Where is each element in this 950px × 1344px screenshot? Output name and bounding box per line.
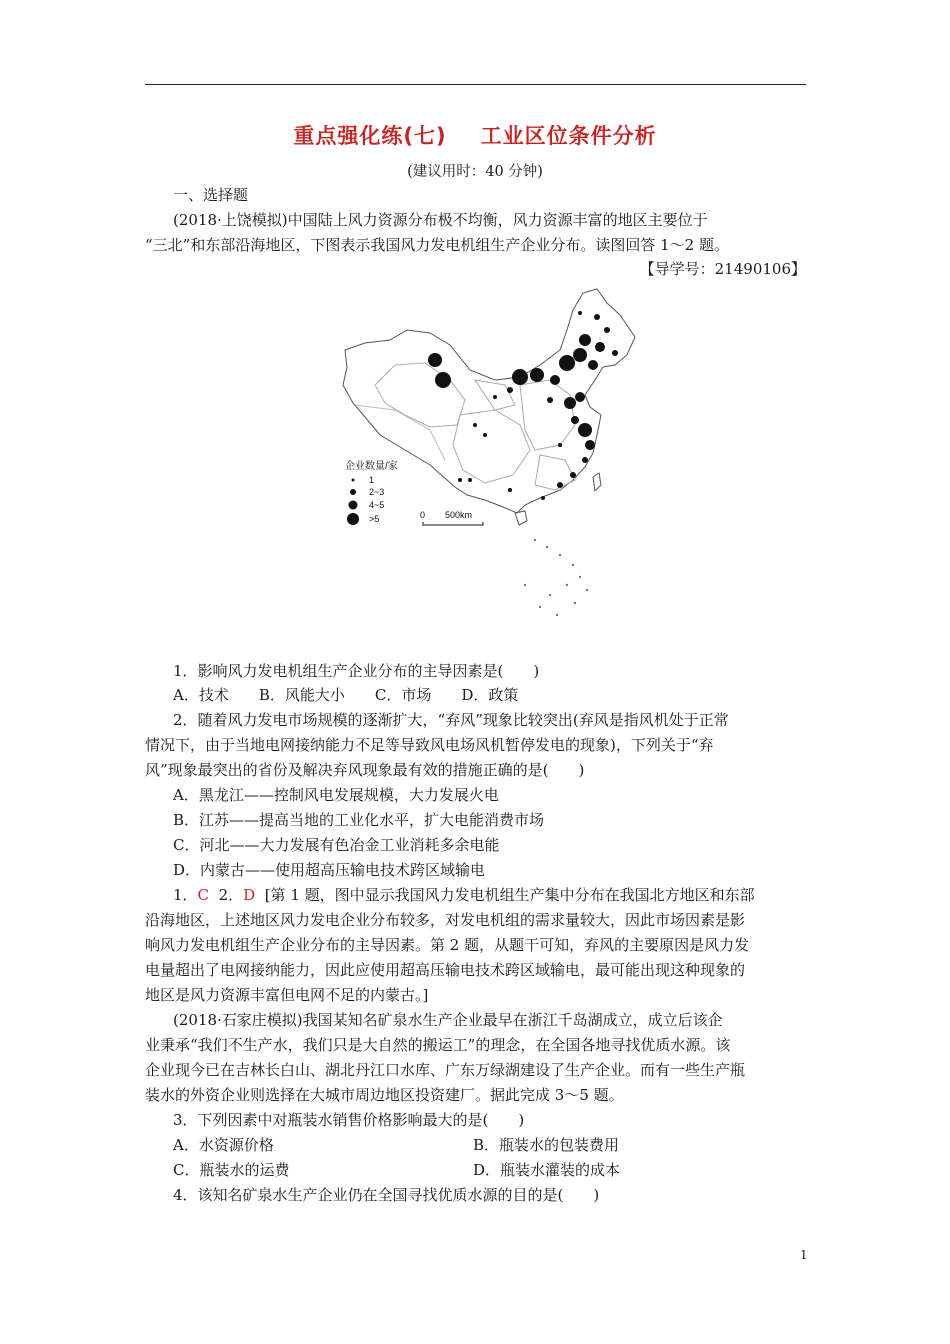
q1-options: A．技术 B．风能大小 C．市场 D．政策 <box>173 686 519 704</box>
scale-label: 500km <box>445 510 473 520</box>
legend-label-3: 4~5 <box>369 500 385 510</box>
header-rule <box>145 84 806 85</box>
map-dot <box>557 482 563 488</box>
legend-label-1: 1 <box>369 475 375 485</box>
q3-option-b: B．瓶装水的包装费用 <box>473 1136 620 1154</box>
legend-dot-1 <box>352 479 355 482</box>
map-dot <box>512 369 528 385</box>
map-dot <box>473 423 477 427</box>
q2-option-d: D．内蒙古——使用超高压输电技术跨区域输电 <box>173 861 486 879</box>
map-dot <box>530 368 544 382</box>
map-dot <box>458 478 462 482</box>
map-dot <box>579 334 591 346</box>
page-number: 1 <box>800 1248 808 1262</box>
map-dot <box>570 472 576 478</box>
passage2-line4: 装水的外资企业则选择在大城市周边地区投资建厂。据此完成 3～5 题。 <box>145 1086 624 1104</box>
q2-option-a: A．黑龙江——控制风电发展规模，大力发展火电 <box>173 786 499 804</box>
map-dot <box>575 392 585 402</box>
section-title: 一、选择题 <box>173 186 249 204</box>
map-dot <box>508 488 512 492</box>
map-dot <box>507 387 513 393</box>
title-part2: 工业区位条件分析 <box>480 124 657 148</box>
q4-stem: 4．该知名矿泉水生产企业仍在全国寻找优质水源的目的是( ) <box>173 1186 600 1204</box>
map-dot <box>547 397 553 403</box>
q3-option-a: A．水资源价格 <box>173 1136 274 1154</box>
map-dot <box>588 360 598 370</box>
map-dot <box>428 353 442 367</box>
map-dot <box>468 478 472 482</box>
map-dot <box>604 327 610 333</box>
answer1-line4: 电量超出了电网接纳能力，因此应使用超高压输电技术跨区域输电，最可能出现这种现象的 <box>145 961 746 979</box>
passage2-line2: 业秉承“我们不生产水，我们只是大自然的搬运工”的理念，在全国各地寻找优质水源。该 <box>145 1036 731 1054</box>
map-dot <box>594 314 600 320</box>
legend-dot-2 <box>350 489 356 495</box>
map-dot <box>435 372 451 388</box>
legend-label-4: >5 <box>369 514 380 524</box>
map-dot <box>585 440 595 450</box>
passage1-line1: (2018·上饶模拟)中国陆上风力资源分布极不均衡，风力资源丰富的地区主要位于 <box>173 211 708 229</box>
q1-stem: 1．影响风力发电机组生产企业分布的主导因素是( ) <box>173 662 540 680</box>
q2-line3: 风”现象最突出的省份及解决弃风现象最有效的措施正确的是( ) <box>145 761 585 779</box>
guide-number: 【导学号：21490106】 <box>639 260 806 278</box>
map-dot <box>493 395 497 399</box>
title-part1: 重点强化练(七) <box>293 124 447 148</box>
map-dot <box>578 423 592 437</box>
q3-option-c: C．瓶装水的运费 <box>173 1161 290 1179</box>
map-dot <box>612 350 618 356</box>
q2-option-b: B．江苏——提高当地的工业化水平，扩大电能消费市场 <box>173 811 545 829</box>
q2-option-c: C．河北——大力发展有色冶金工业消耗多余电能 <box>173 836 500 854</box>
map-dot <box>595 342 605 352</box>
scale-zero: 0 <box>420 510 426 520</box>
legend-dot-3 <box>349 501 358 510</box>
answer1-line5: 地区是风力资源丰富但电网不足的内蒙古。] <box>145 986 429 1004</box>
page-title <box>0 120 950 150</box>
map-dot <box>558 443 562 447</box>
map-dot <box>573 348 587 362</box>
map-legend <box>345 459 398 525</box>
map-dot <box>483 433 487 437</box>
china-wind-map <box>335 285 645 630</box>
south-china-sea-islands <box>524 539 588 616</box>
q3-stem: 3．下列因素中对瓶装水销售价格影响最大的是( ) <box>173 1111 525 1129</box>
q3-option-d: D．瓶装水灌装的成本 <box>473 1161 621 1179</box>
q2-line1: 2．随着风力发电市场规模的逐渐扩大，“弃风”现象比较突出(弃风是指风机处于正常 <box>173 711 729 729</box>
q3-options-row2 <box>173 1160 793 1180</box>
passage2-line1: (2018·石家庄模拟)我国某知名矿泉水生产企业最早在浙江千岛湖成立，成立后该企 <box>173 1011 723 1029</box>
legend-label-2: 2~3 <box>369 487 385 497</box>
legend-dot-4 <box>347 513 359 525</box>
passage2-line3: 企业现今已在吉林长白山、湖北丹江口水库、广东万绿湖建设了生产企业。而有一些生产瓶 <box>145 1061 746 1079</box>
answer1-ans1: C <box>197 886 210 904</box>
map-dot <box>571 416 579 424</box>
map-dot <box>541 496 545 500</box>
answer1-line3: 响风力发电机组生产企业分布的主导因素。第 2 题，从题干可知，弃风的主要原因是风力发 <box>145 936 750 954</box>
legend-title: 企业数量/家 <box>345 461 398 472</box>
map-dot <box>550 375 560 385</box>
page-subtitle: (建议用时：40 分钟) <box>407 164 543 180</box>
answer1-ans2: D <box>243 886 256 904</box>
passage1-line2: “三北”和东部沿海地区，下图表示我国风力发电机组生产企业分布。读图回答 1～2 题。 <box>145 236 729 254</box>
q2-line2: 情况下，由于当地电网接纳能力不足等导致风电场风机暂停发电的现象)，下列关于“弃 <box>145 736 714 754</box>
answer1-line1-rest: [第 1 题，图中显示我国风力发电机组生产集中分布在我国北方地区和东部 <box>264 886 755 904</box>
answer1-line1 <box>173 885 755 905</box>
map-dot <box>564 397 576 409</box>
q3-options-row1 <box>173 1135 793 1155</box>
answer1-num1: 1． <box>173 886 198 904</box>
country-outline <box>343 289 635 525</box>
map-dot <box>578 311 582 315</box>
map-dot <box>582 457 588 463</box>
map-scale-bar <box>420 510 483 525</box>
answer1-line2: 沿海地区，上述地区风力发电企业分布较多，对发电机组的需求量较大，因此市场因素是影 <box>145 911 746 929</box>
answer1-num2: 2． <box>218 886 244 904</box>
map-dot <box>559 355 575 371</box>
